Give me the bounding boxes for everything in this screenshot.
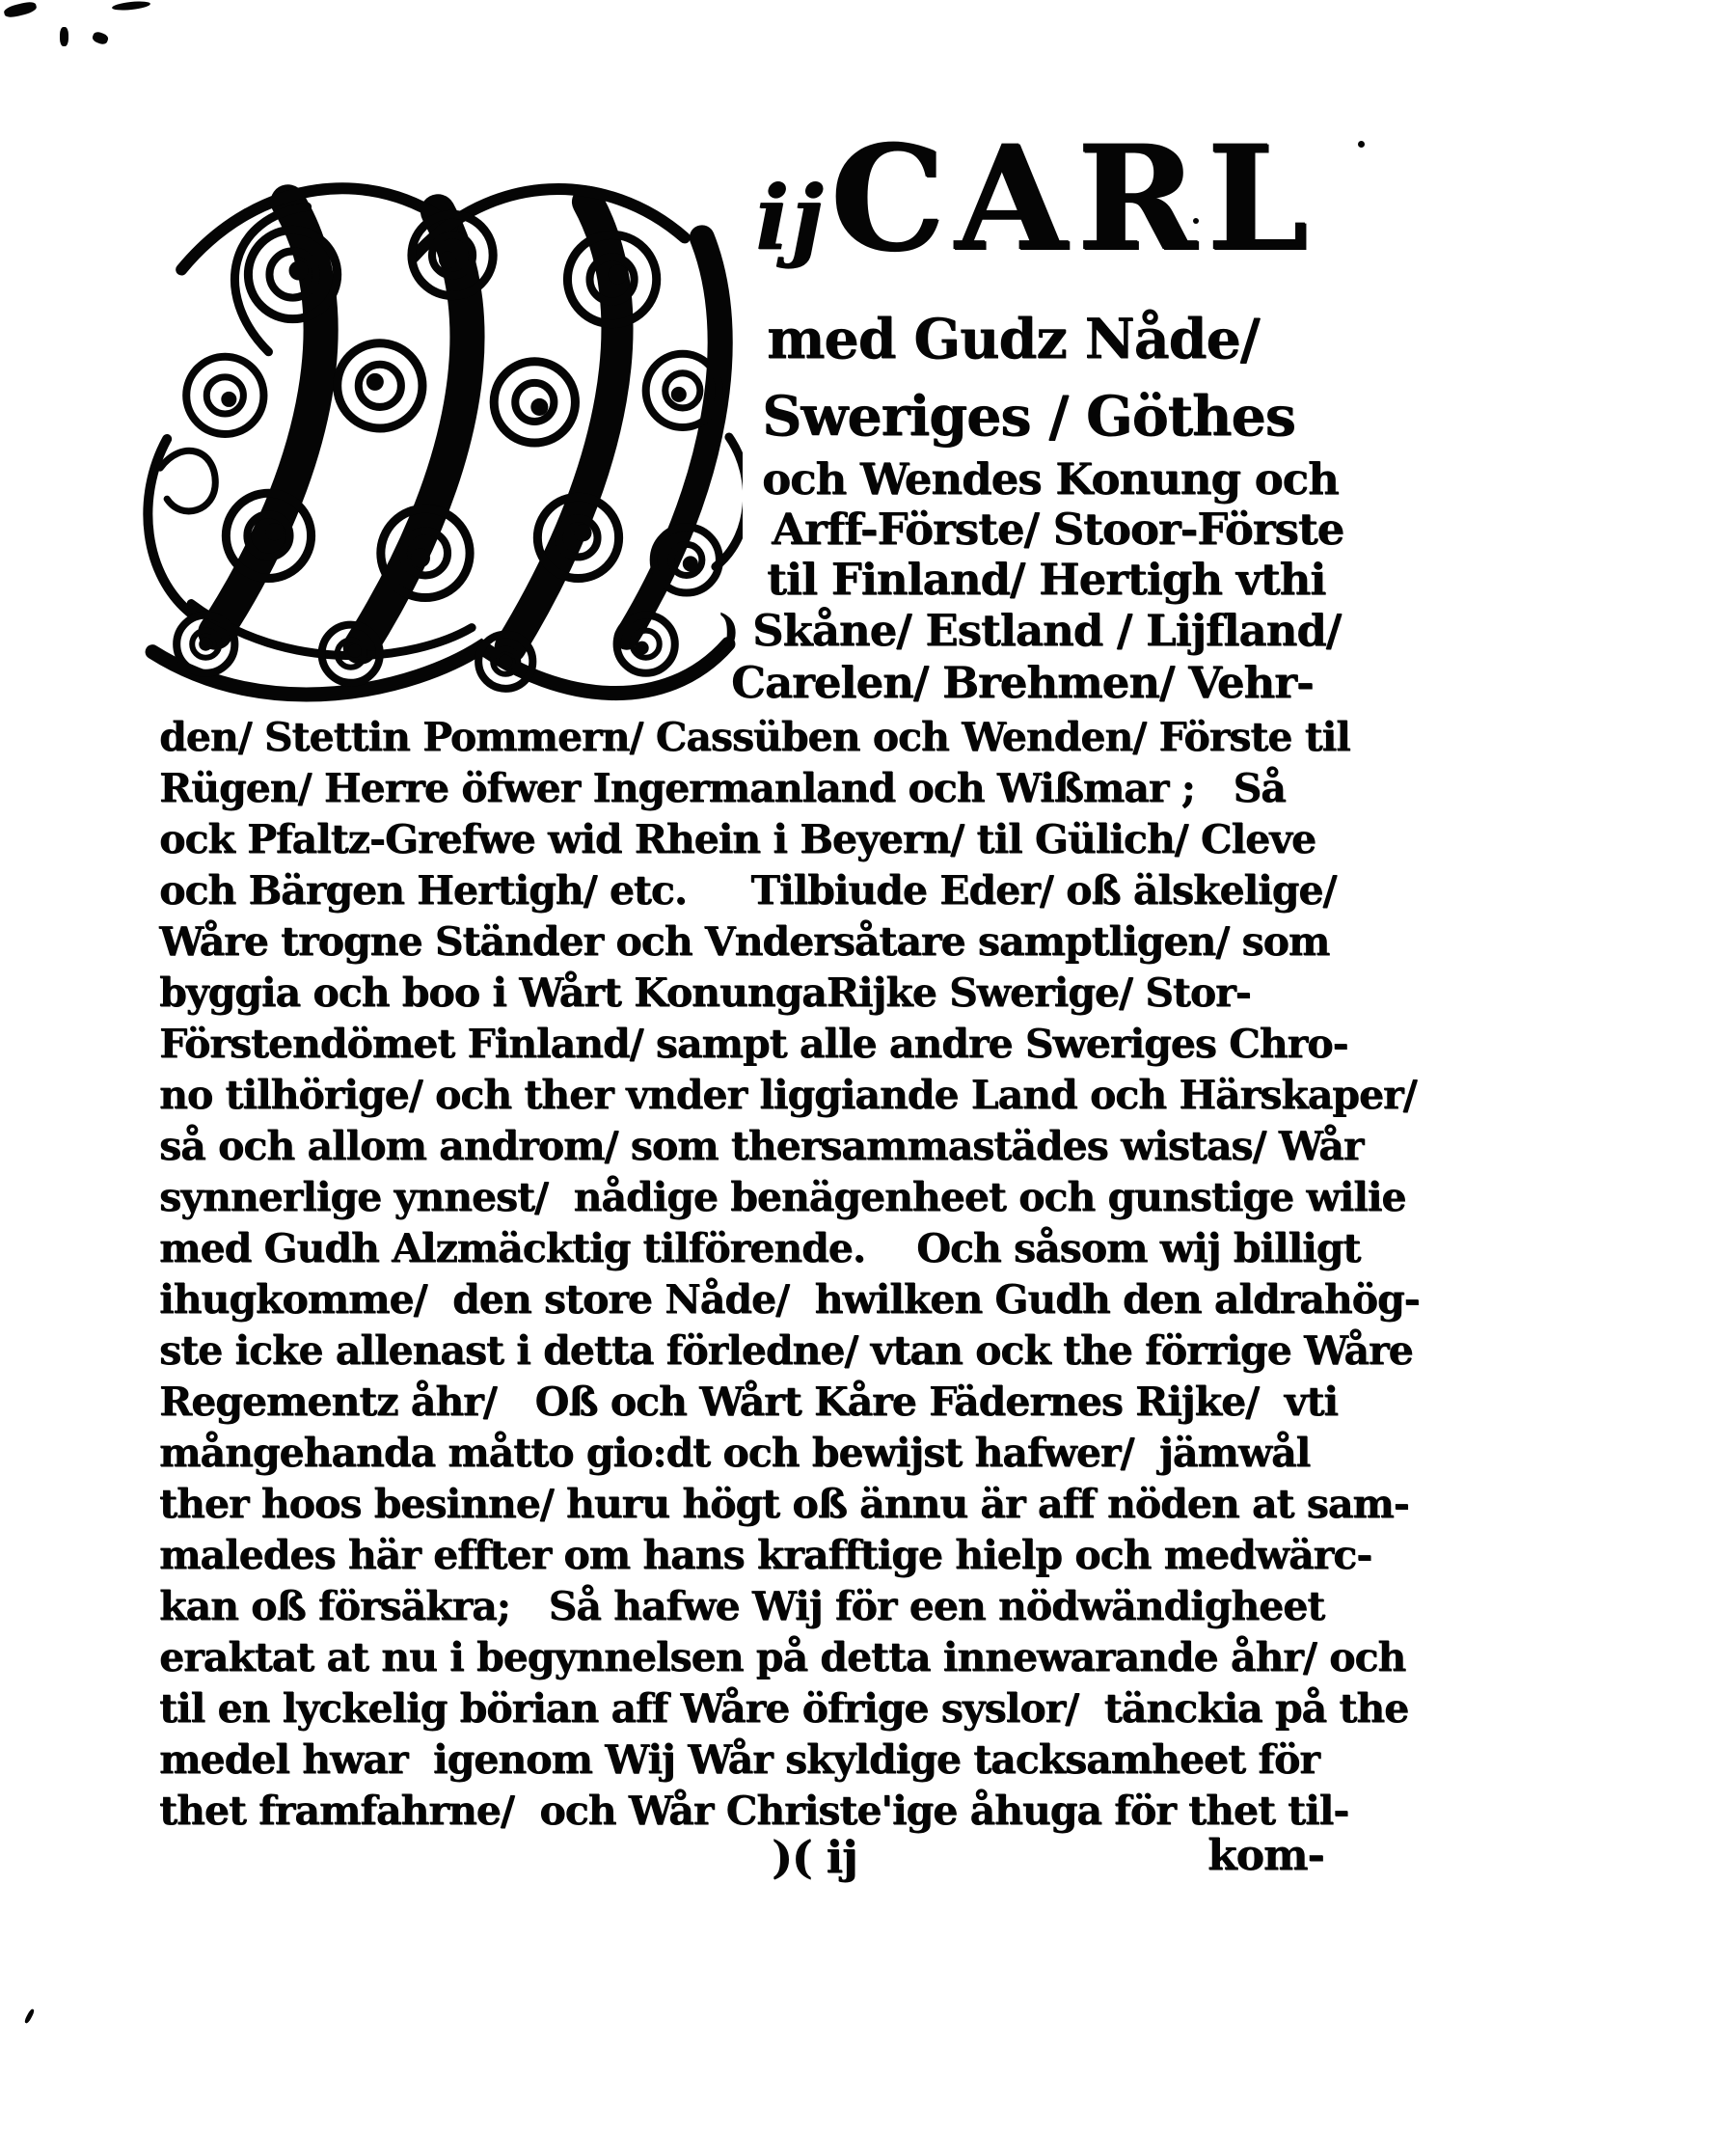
catchword: kom-	[1207, 1831, 1324, 1880]
royal-style-line: til Finland/ Hertigh vthi	[767, 554, 1326, 605]
body-text-block	[159, 712, 1420, 1837]
signature-mark: )( ij	[772, 1831, 857, 1883]
page-title: CARL	[829, 114, 1318, 284]
text-line: den/ Stettin Pommern/ Cassüben och Wenden/ Förste til	[159, 714, 1350, 760]
text-line: mångehanda måtto gio:dt och bewijst hafwer/ jämwål	[159, 1430, 1311, 1476]
heading-signature-mark: ij	[755, 166, 826, 270]
ink-speck	[60, 27, 68, 46]
text-line: Wåre trogne Ständer och Vndersåtare samptligen/ som	[159, 918, 1330, 965]
ink-speck	[1358, 141, 1365, 148]
text-line: thet framfahrne/ och Wår Christe'ige åhuga för thet til-	[159, 1788, 1349, 1834]
text-line: eraktat at nu i begynnelsen på detta innewarande åhr/ och	[159, 1634, 1406, 1680]
text-line: Rügen/ Herre öfwer Ingermanland och Wißmar ; Så	[159, 765, 1286, 811]
text-line: ste icke allenast i detta förledne/ vtan ock the förrige Wåre	[159, 1327, 1413, 1374]
royal-style-line: med Gudz Nåde/	[767, 307, 1260, 371]
text-line: Förstendömet Finland/ sampt alle andre Sweriges Chro-	[159, 1021, 1348, 1067]
page-heading	[755, 114, 1317, 284]
text-line: byggia och boo i Wårt KonungaRijke Swerige/ Stor-	[159, 969, 1251, 1016]
ink-speck	[3, 0, 38, 19]
royal-style-line: Carelen/ Brehmen/ Vehr-	[731, 657, 1314, 708]
text-line: til en lyckelig börian aff Wåre öfrige syslor/ tänckia på the	[159, 1685, 1409, 1732]
royal-style-line: Sweriges / Göthes	[762, 384, 1295, 449]
ink-speck	[92, 31, 110, 46]
text-line: no tilhörige/ och ther vnder liggiande Land och Härskaper/	[159, 1072, 1417, 1118]
text-line: med Gudh Alzmäcktig tilförende. Och såsom wij billigt	[159, 1225, 1361, 1271]
text-line: och Bärgen Hertigh/ etc. Tilbiude Eder/ oß älskelige/	[159, 867, 1337, 914]
ink-speck	[112, 0, 151, 12]
text-line: så och allom androm/ som thersammastädes wistas/ Wår	[159, 1123, 1364, 1169]
ink-speck	[24, 2008, 36, 2024]
text-line: medel hwar igenom Wij Wår skyldige tacksamheet för	[159, 1736, 1319, 1783]
text-line: ther hoos besinne/ huru högt oß ännu är aff nöden at sam-	[159, 1481, 1409, 1527]
text-line: ock Pfaltz-Grefwe wid Rhein i Beyern/ til Gülich/ Cleve	[159, 816, 1316, 862]
ornate-initial-w-icon	[123, 145, 743, 714]
text-line: kan oß försäkra; Så hafwe Wij för een nödwändigheet	[159, 1583, 1325, 1629]
royal-style-line: och Wendes Konung och	[762, 453, 1339, 505]
royal-style-line: Arff-Förste/ Stoor-Förste	[772, 504, 1344, 555]
text-line: synnerlige ynnest/ nådige benägenheet och gunstige wilie	[159, 1174, 1406, 1220]
text-line: maledes här effter om hans krafftige hielp och medwärc-	[159, 1532, 1372, 1578]
text-line: ihugkomme/ den store Nåde/ hwilken Gudh den aldrahög-	[159, 1276, 1420, 1323]
royal-style-line: ) Skåne/ Estland / Lijfland/	[719, 605, 1342, 656]
text-line: Regementz åhr/ Oß och Wårt Kåre Fädernes Rijke/ vti	[159, 1379, 1338, 1425]
